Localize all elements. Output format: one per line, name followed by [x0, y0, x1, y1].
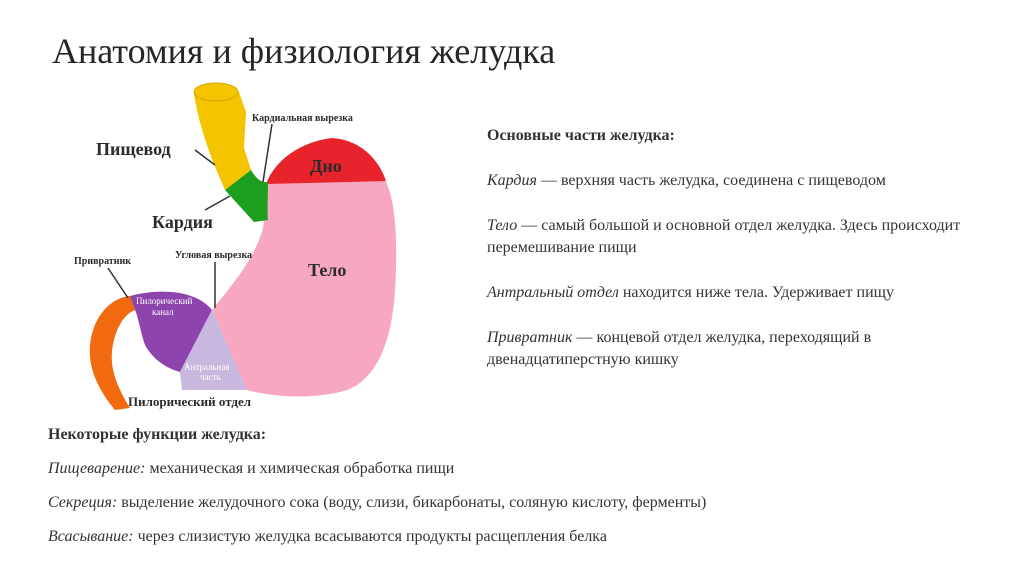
- part-term: Привратник: [487, 329, 573, 346]
- label-cardiac-notch: Кардиальная вырезка: [252, 113, 353, 124]
- label-esophagus: Пищевод: [96, 139, 171, 159]
- label-fundus: Дно: [310, 156, 342, 176]
- functions-section: [48, 426, 948, 560]
- part-text: — верхняя часть желудка, соединена с пищеводом: [536, 172, 886, 189]
- part-item: [487, 327, 987, 371]
- esophagus-opening: [194, 83, 238, 101]
- part-term: Антральный отдел: [487, 284, 619, 301]
- function-term: Пищеварение:: [48, 460, 146, 477]
- label-pylorus: Привратник: [74, 256, 132, 267]
- leader-pylorus: [108, 268, 128, 298]
- functions-heading: Некоторые функции желудка:: [48, 426, 267, 443]
- label-pyloric-part: Пилорический отдел: [128, 394, 252, 409]
- label-pyloric-canal-2: канал: [152, 307, 174, 317]
- body-region: [212, 180, 396, 396]
- parts-section: [487, 125, 987, 394]
- part-text: — самый большой и основной отдел желудка. Здесь происходит перемешивание пищи: [487, 217, 961, 256]
- part-term: Тело: [487, 217, 518, 234]
- page-title: Анатомия и физиология желудка: [52, 31, 556, 71]
- part-item: [487, 170, 987, 192]
- function-text: выделение желудочного сока (воду, слизи, бикарбонаты, соляную кислоту, ферменты): [117, 494, 707, 511]
- function-text: через слизистую желудка всасываются продукты расщепления белка: [133, 528, 607, 545]
- label-body: Тело: [308, 260, 347, 280]
- label-antrum-2: часть: [200, 372, 221, 382]
- label-angular-notch: Угловая вырезка: [175, 250, 253, 261]
- esophagus-region: [194, 86, 251, 191]
- leader-cardia: [205, 196, 230, 210]
- function-term: Всасывание:: [48, 528, 134, 545]
- function-item: [48, 458, 948, 480]
- function-text: механическая и химическая обработка пищи: [145, 460, 455, 477]
- label-pyloric-canal-1: Пилорический: [136, 296, 193, 306]
- part-item: [487, 282, 987, 304]
- part-term: Кардия: [487, 172, 537, 189]
- pylorus-region: [90, 296, 135, 410]
- label-antrum-1: Антральная: [184, 362, 230, 372]
- label-cardia: Кардия: [152, 212, 213, 232]
- part-text: — концевой отдел желудка, переходящий в двенадцатиперстную кишку: [487, 329, 872, 368]
- part-text: находится ниже тела. Удерживает пищу: [618, 284, 894, 301]
- function-item: [48, 492, 948, 514]
- parts-heading: Основные части желудка:: [487, 127, 675, 144]
- function-term: Секреция:: [48, 494, 118, 511]
- leader-cardiac-notch: [263, 124, 272, 182]
- part-item: [487, 215, 987, 259]
- function-item: [48, 526, 948, 548]
